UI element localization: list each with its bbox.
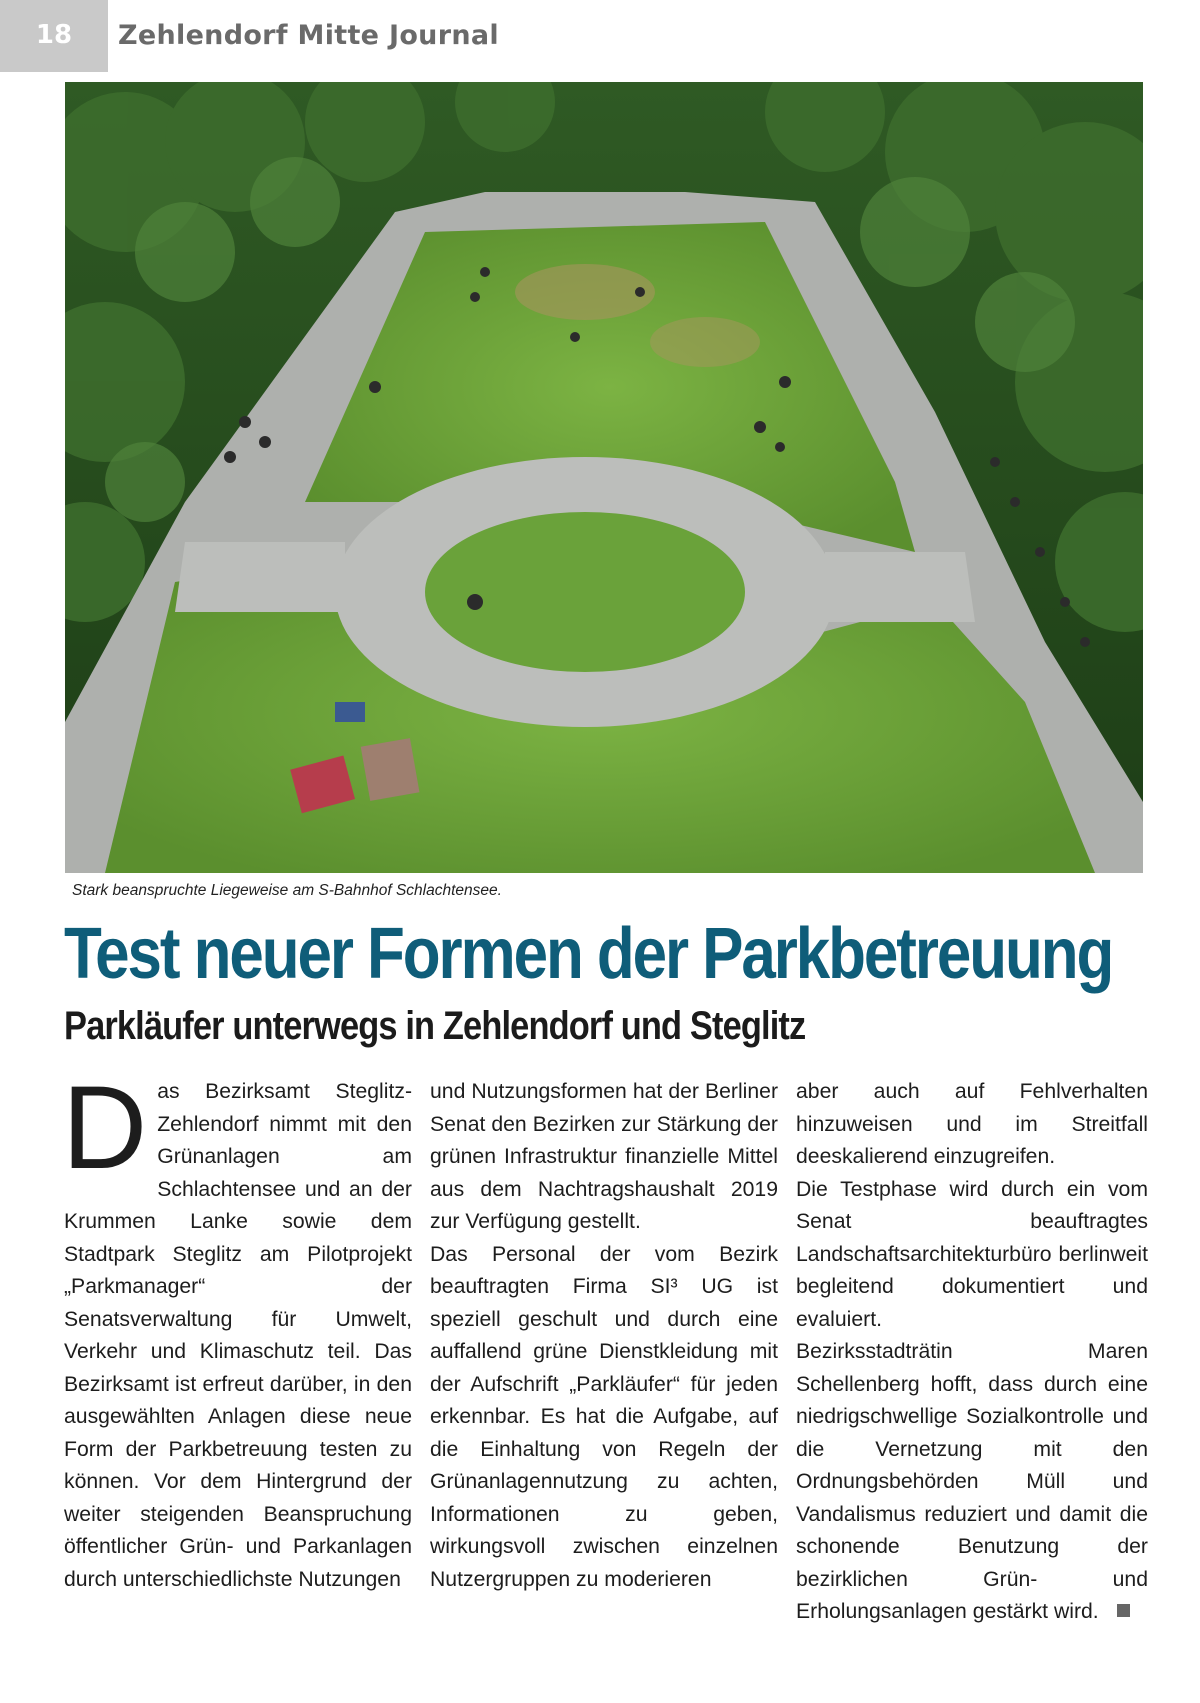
page-number: 18 [0, 0, 108, 72]
journal-title: Zehlendorf Mitte Journal [118, 20, 499, 51]
center-lawn [425, 512, 745, 672]
article-subheadline: Parkläufer unterwegs in Zehlendorf und Steglitz [64, 1004, 806, 1048]
column-2-paragraph-1: und Nutzungsformen hat der Berliner Senat den Bezirken zur Stärkung der grünen Infrastruktur finanzielle Mittel aus dem Nachtragshaushalt 2019 zur Verfügung gestellt. [430, 1080, 778, 1233]
column-2-paragraph-2: Das Personal der vom Bezirk beauftragten Firma SI³ UG ist speziell geschult und durch eine auffallend grüne Dienstkleidung mit der Aufschrift „Parkläufer“ für jeden erkennbar. Es hat die Aufgabe, auf die Einhaltung von Regeln der Grünanlagennutzung zu achten, Informationen zu geben, wirkungsvoll zwischen einzelnen Nutzergruppen zu moderieren [430, 1242, 778, 1591]
column-3-paragraph-2: Die Testphase wird durch ein vom Senat beauftragtes Landschaftsarchitekturbüro berlinweit begleitend dokumentiert und evaluiert. [796, 1177, 1148, 1331]
photo-caption: Stark beanspruchte Liegeweise am S-Bahnhof Schlachtensee. [72, 882, 502, 899]
article-column-1 [62, 1062, 412, 1596]
park-illustration [65, 82, 1143, 873]
end-of-article-square-icon [1117, 1604, 1130, 1617]
column-1-text: as Bezirksamt Steglitz-Zehlendorf nimmt mit den Grünanlagen am Schlachtensee und an der Krummen Lanke sowie dem Stadtpark Steglitz am Pilotprojekt „Parkmanager“ der Senatsverwaltung für Umwelt, Verkehr und Klimaschutz teil. Das Bezirksamt ist erfreut darüber, in den ausgewählten Anlagen diese neue Form der Parkbetreuung testen zu können. Vor dem Hintergrund der weiter steigenden Beanspruchung öffentlicher Grün- und Parkanlagen durch unterschiedlichste Nutzungen [64, 1080, 412, 1591]
article-column-3 [796, 1076, 1148, 1629]
aerial-park-photo [65, 82, 1143, 873]
drop-cap: D [62, 1062, 148, 1194]
column-3-paragraph-1: aber auch auf Fehlverhalten hinzuweisen und im Streitfall deeskalierend einzugreifen. [796, 1080, 1148, 1168]
article-headline: Test neuer Formen der Parkbetreuung [64, 914, 1113, 994]
column-3-paragraph-3: Bezirksstadträtin Maren Schellenberg hofft, dass durch eine niedrigschwellige Sozialkontrolle und die Vernetzung mit den Ordnungsbehörden Müll und Vandalismus reduziert und damit die schonende Benutzung der bezirklichen Grün- und Erholungsanlagen gestärkt wird. [796, 1340, 1148, 1623]
article-column-2 [430, 1076, 778, 1596]
